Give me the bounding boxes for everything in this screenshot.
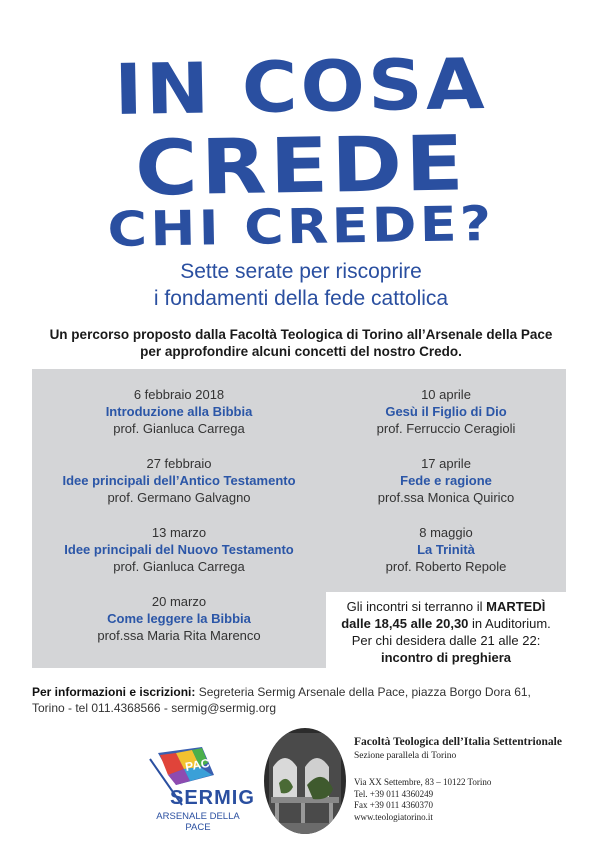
event-2 xyxy=(32,455,326,506)
faculty-website[interactable]: www.teologiatorino.it xyxy=(354,811,433,822)
event-5 xyxy=(326,386,566,437)
notice-day: MARTEDÌ xyxy=(486,599,546,614)
event-speaker: prof. Germano Galvagno xyxy=(107,490,251,505)
notice-text-1: Gli incontri si terranno il xyxy=(346,599,487,614)
event-6 xyxy=(326,455,566,506)
event-date: 6 febbraio 2018 xyxy=(133,387,225,402)
event-4 xyxy=(32,593,326,644)
headline-line-2: CREDE xyxy=(134,118,468,213)
event-date: 13 marzo xyxy=(151,525,207,540)
event-speaker: prof.ssa Maria Rita Marenco xyxy=(97,628,261,643)
faculty-name: Facoltà Teologica dell’Italia Settentrionale xyxy=(354,736,562,748)
faculty-address: Via XX Settembre, 83 – 10122 Torino xyxy=(354,777,492,787)
event-title: Fede e ragione xyxy=(400,473,492,488)
event-title: Idee principali dell’Antico Testamento xyxy=(62,473,296,488)
notice-time: dalle 18,45 alle 20,30 xyxy=(341,616,469,631)
event-date: 20 marzo xyxy=(151,594,207,609)
event-date: 10 aprile xyxy=(421,387,471,402)
schedule-notice xyxy=(326,592,566,666)
contact-label: Per informazioni e iscrizioni: xyxy=(32,685,196,699)
subtitle-line-1: Sette serate per riscoprire xyxy=(180,260,422,283)
event-speaker: prof.ssa Monica Quirico xyxy=(377,490,515,505)
event-title: La Trinità xyxy=(417,542,475,557)
contact-info xyxy=(32,684,572,716)
event-7 xyxy=(326,524,566,575)
cloister-photo-icon xyxy=(263,727,347,835)
event-speaker: prof. Gianluca Carrega xyxy=(113,421,245,436)
sermig-subtitle: ARSENALE DELLA PACE xyxy=(156,811,240,833)
event-speaker: prof. Gianluca Carrega xyxy=(113,559,245,574)
contact-address: Segreteria Sermig Arsenale della Pace, piazza Borgo Dora 61, xyxy=(195,685,531,699)
event-date: 8 maggio xyxy=(419,525,473,540)
faculty-photo xyxy=(263,727,347,835)
notice-prayer-time: Per chi desidera dalle 21 alle 22: xyxy=(351,633,541,648)
event-title: Idee principali del Nuovo Testamento xyxy=(64,542,294,557)
svg-text:PACE: PACE xyxy=(184,754,219,774)
faculty-info xyxy=(354,735,594,823)
event-3 xyxy=(32,524,326,575)
sermig-logo xyxy=(146,745,255,833)
event-date: 17 aprile xyxy=(421,456,471,471)
event-title: Come leggere la Bibbia xyxy=(107,611,251,626)
event-speaker: prof. Roberto Repole xyxy=(385,559,507,574)
sermig-name: SERMIG xyxy=(170,787,255,809)
event-date: 27 febbraio xyxy=(146,456,212,471)
contact-phone-email: Torino - tel 011.4368566 - sermig@sermig.org xyxy=(32,701,277,715)
intro-line-1: Un percorso proposto dalla Facoltà Teologica di Torino all’Arsenale della Pace xyxy=(49,327,553,342)
intro-line-2: per approfondire alcuni concetti del nostro Credo. xyxy=(140,344,462,359)
headline-line-3: CHI CREDE? xyxy=(107,195,495,259)
faculty-tel: Tel. +39 011 4360249 xyxy=(354,788,434,799)
subtitle-line-2: i fondamenti della fede cattolica xyxy=(153,287,449,310)
faculty-fax: Fax +39 011 4360370 xyxy=(354,800,433,810)
event-speaker: prof. Ferruccio Ceragioli xyxy=(376,421,516,436)
faculty-section: Sezione parallela di Torino xyxy=(354,751,457,761)
notice-location: in Auditorium. xyxy=(468,616,551,631)
event-1 xyxy=(32,386,326,437)
notice-prayer: incontro di preghiera xyxy=(380,650,511,665)
event-title: Gesù il Figlio di Dio xyxy=(385,404,507,419)
event-title: Introduzione alla Bibbia xyxy=(105,404,253,419)
headline-line-1: IN COSA xyxy=(113,42,489,132)
